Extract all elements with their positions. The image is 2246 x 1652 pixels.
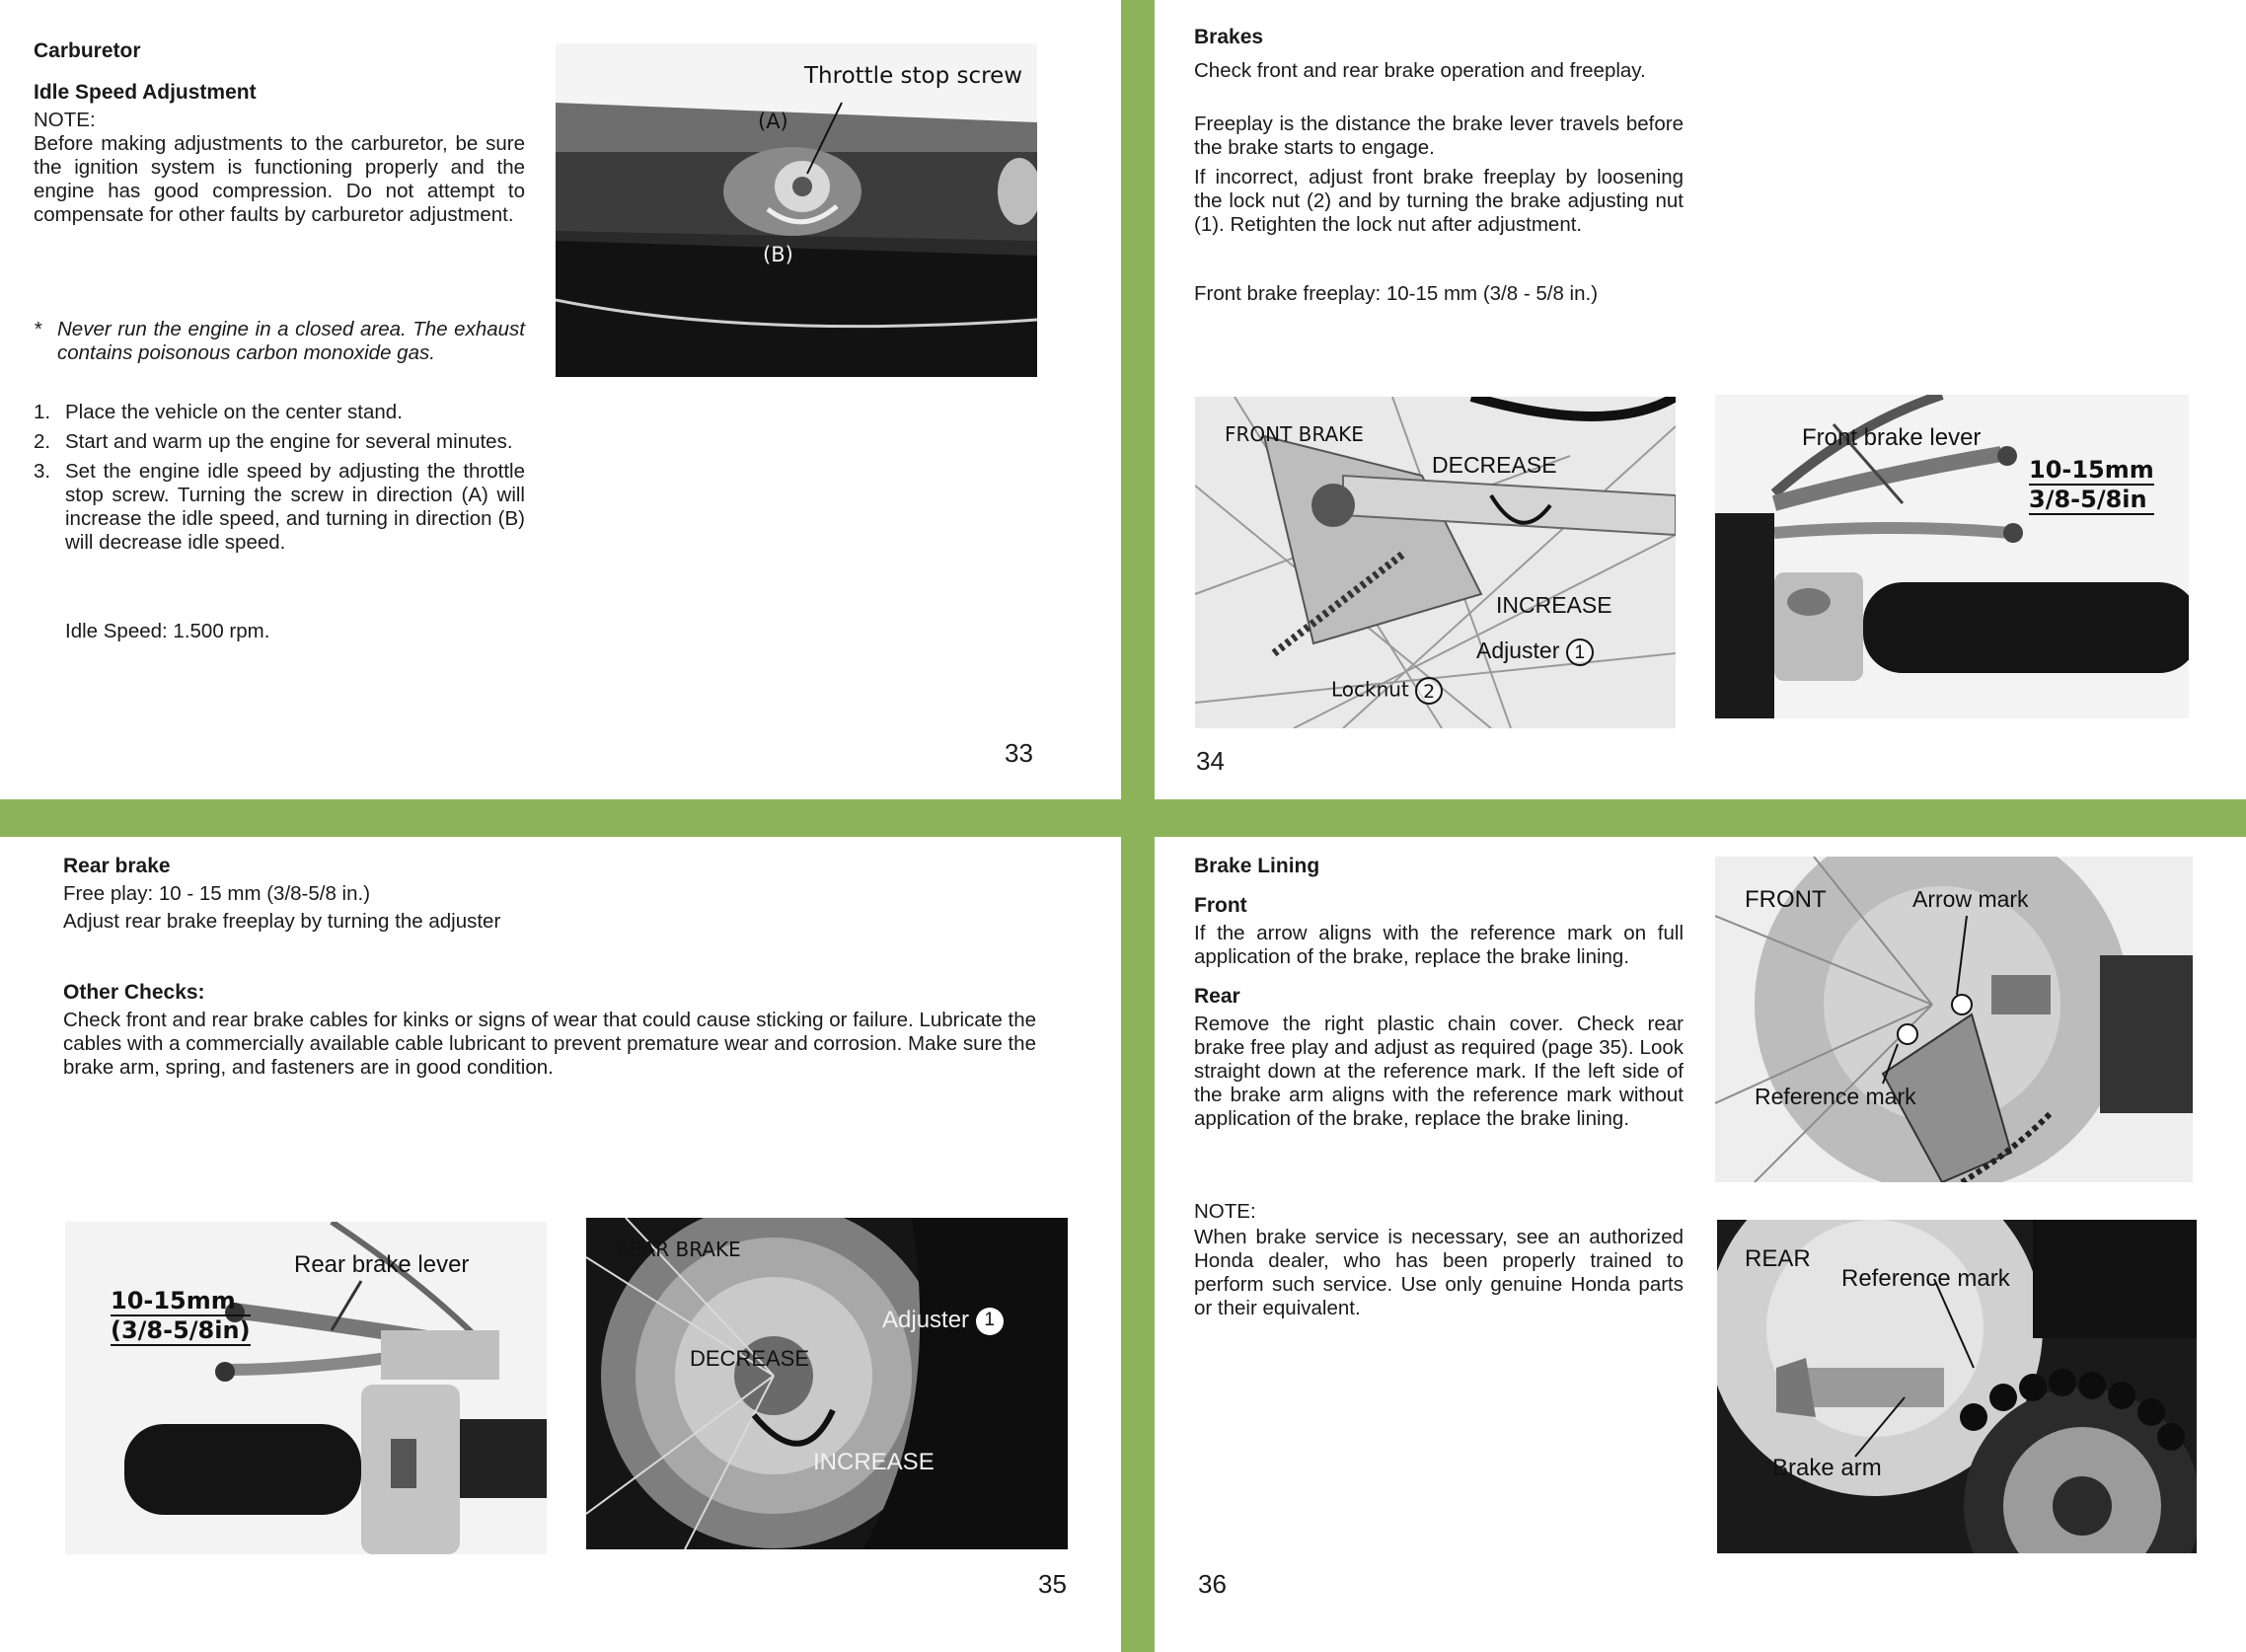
- label-throttle-stop-screw: Throttle stop screw: [804, 63, 1023, 89]
- front-brake-freeplay-spec: Front brake freeplay: 10-15 mm (3/8 - 5/8 in.): [1194, 282, 1599, 305]
- page-number: 33: [1005, 738, 1033, 768]
- page-36: [1155, 837, 2246, 1652]
- label-rear: REAR: [1745, 1245, 1811, 1272]
- note-label: NOTE:: [34, 109, 96, 131]
- section-heading-carburetor: Carburetor: [34, 39, 141, 62]
- step-item: 3. Set the engine idle speed by adjusting the throttle stop screw. Turning the screw in direction (A) will increase the idle speed, and turning in direction (B) will decrease idle speed.: [34, 460, 525, 554]
- section-heading-brake-lining: Brake Lining: [1194, 855, 1320, 877]
- rear-lining-photo: [1717, 1220, 2197, 1553]
- label-reference-mark: Reference mark: [1755, 1084, 1916, 1109]
- rear-heading: Rear: [1194, 985, 1240, 1008]
- rear-lever-freeplay-measure: [111, 1287, 251, 1346]
- label-front: FRONT: [1745, 886, 1827, 913]
- label-front-brake: FRONT BRAKE: [1225, 422, 1364, 446]
- label-rear-brake: REAR BRAKE: [616, 1238, 741, 1261]
- section-heading-brakes: Brakes: [1194, 26, 1264, 48]
- label-front-brake-lever: Front brake lever: [1802, 424, 1982, 451]
- label-arrow-mark: Arrow mark: [1912, 886, 2029, 912]
- throttle-stop-screw-photo: [556, 43, 1037, 377]
- locknut-number-badge: 2: [1415, 677, 1443, 705]
- front-lining-photo: [1715, 857, 2193, 1182]
- front-text: If the arrow aligns with the reference mark on full application of the brake, replace the brake lining.: [1194, 922, 1684, 968]
- label-increase: INCREASE: [1496, 592, 1612, 618]
- front-brake-lever-photo: [1715, 395, 2189, 718]
- brakes-paragraph-2: Freeplay is the distance the brake lever travels before the brake starts to engage.: [1194, 113, 1684, 159]
- step-item: 2. Start and warm up the engine for several minutes.: [34, 430, 513, 453]
- label-decrease: DECREASE: [690, 1346, 810, 1371]
- note-text: When brake service is necessary, see an authorized Honda dealer, who has been properly trained to perform such service. Use only genuine Honda parts or their equivalent.: [1194, 1226, 1684, 1319]
- brakes-paragraph-3: If incorrect, adjust front brake freeplay by loosening the lock nut (2) and by turning the brake adjusting nut (1). Retighten the lock nut after adjustment.: [1194, 166, 1684, 236]
- rear-brake-adjust-text: Adjust rear brake freeplay by turning the adjuster: [63, 910, 501, 933]
- rear-brake-photo: [586, 1218, 1068, 1549]
- page-34: [1155, 0, 2246, 799]
- measure-inch: 3/8-5/8in: [2029, 486, 2154, 515]
- note-label: NOTE:: [1194, 1200, 1256, 1223]
- measure-mm: 10-15mm: [2029, 456, 2154, 484]
- brakes-paragraph-1: Check front and rear brake operation and freeplay.: [1194, 59, 1646, 82]
- label-rear-brake-lever: Rear brake lever: [294, 1251, 470, 1278]
- rear-brake-free-play: Free play: 10 - 15 mm (3/8-5/8 in.): [63, 882, 371, 905]
- carburetor-image: [556, 43, 1037, 377]
- idle-speed-spec: Idle Speed: 1.500 rpm.: [65, 620, 270, 642]
- label-direction-b: (B): [763, 243, 793, 266]
- warning-text: * Never run the engine in a closed area. The exhaust contains poisonous carbon monoxide gas.: [34, 318, 525, 364]
- measure-mm: 10-15mm: [111, 1287, 251, 1316]
- label-adjuster: Adjuster 1: [1476, 638, 1594, 666]
- label-direction-a: (A): [758, 110, 788, 133]
- page-number: 36: [1198, 1569, 1227, 1599]
- measure-inch: (3/8-5/8in): [111, 1316, 251, 1344]
- subsection-heading-idle-speed: Idle Speed Adjustment: [34, 81, 257, 104]
- rear-text: Remove the right plastic chain cover. Check rear brake free play and adjust as required (page 35). Look straight down at the reference mark. If the left side of the brake arm aligns with the reference mark without application of the brake, replace the brake lining.: [1194, 1013, 1684, 1130]
- section-heading-rear-brake: Rear brake: [63, 855, 171, 877]
- front-lever-freeplay-measure: [2029, 456, 2154, 515]
- rear-brake-image: [586, 1218, 1068, 1549]
- label-brake-arm: Brake arm: [1772, 1455, 1882, 1481]
- front-heading: Front: [1194, 894, 1247, 917]
- label-adjuster: Adjuster 1: [882, 1307, 1004, 1335]
- steps-list: [34, 401, 525, 561]
- page-35: [0, 837, 1121, 1652]
- label-reference-mark: Reference mark: [1841, 1265, 2010, 1292]
- other-checks-heading: Other Checks:: [63, 981, 205, 1004]
- front-brake-photo: [1195, 397, 1676, 728]
- label-increase: INCREASE: [813, 1449, 935, 1475]
- adjuster-number-badge: 1: [1566, 638, 1594, 666]
- adjuster-number-badge: 1: [976, 1308, 1004, 1335]
- page-number: 34: [1196, 746, 1225, 776]
- note-text: Before making adjustments to the carburetor, be sure the ignition system is functioning properly and the engine has good compression. Do not attempt to compensate for other faults by carburetor adjustment.: [34, 132, 525, 226]
- page-number: 35: [1038, 1569, 1067, 1599]
- label-decrease: DECREASE: [1432, 452, 1557, 478]
- rear-brake-lever-photo: [65, 1222, 547, 1554]
- other-checks-text: Check front and rear brake cables for kinks or signs of wear that could cause sticking or failure. Lubricate the cables with a commercially available cable lubricant to prevent premature wear and corrosion. Make sure the brake arm, spring, and fasteners are in good condition.: [63, 1009, 1036, 1079]
- step-item: 1. Place the vehicle on the center stand.: [34, 401, 403, 423]
- label-locknut: Locknut 2: [1331, 677, 1443, 705]
- page-33: [0, 0, 1121, 799]
